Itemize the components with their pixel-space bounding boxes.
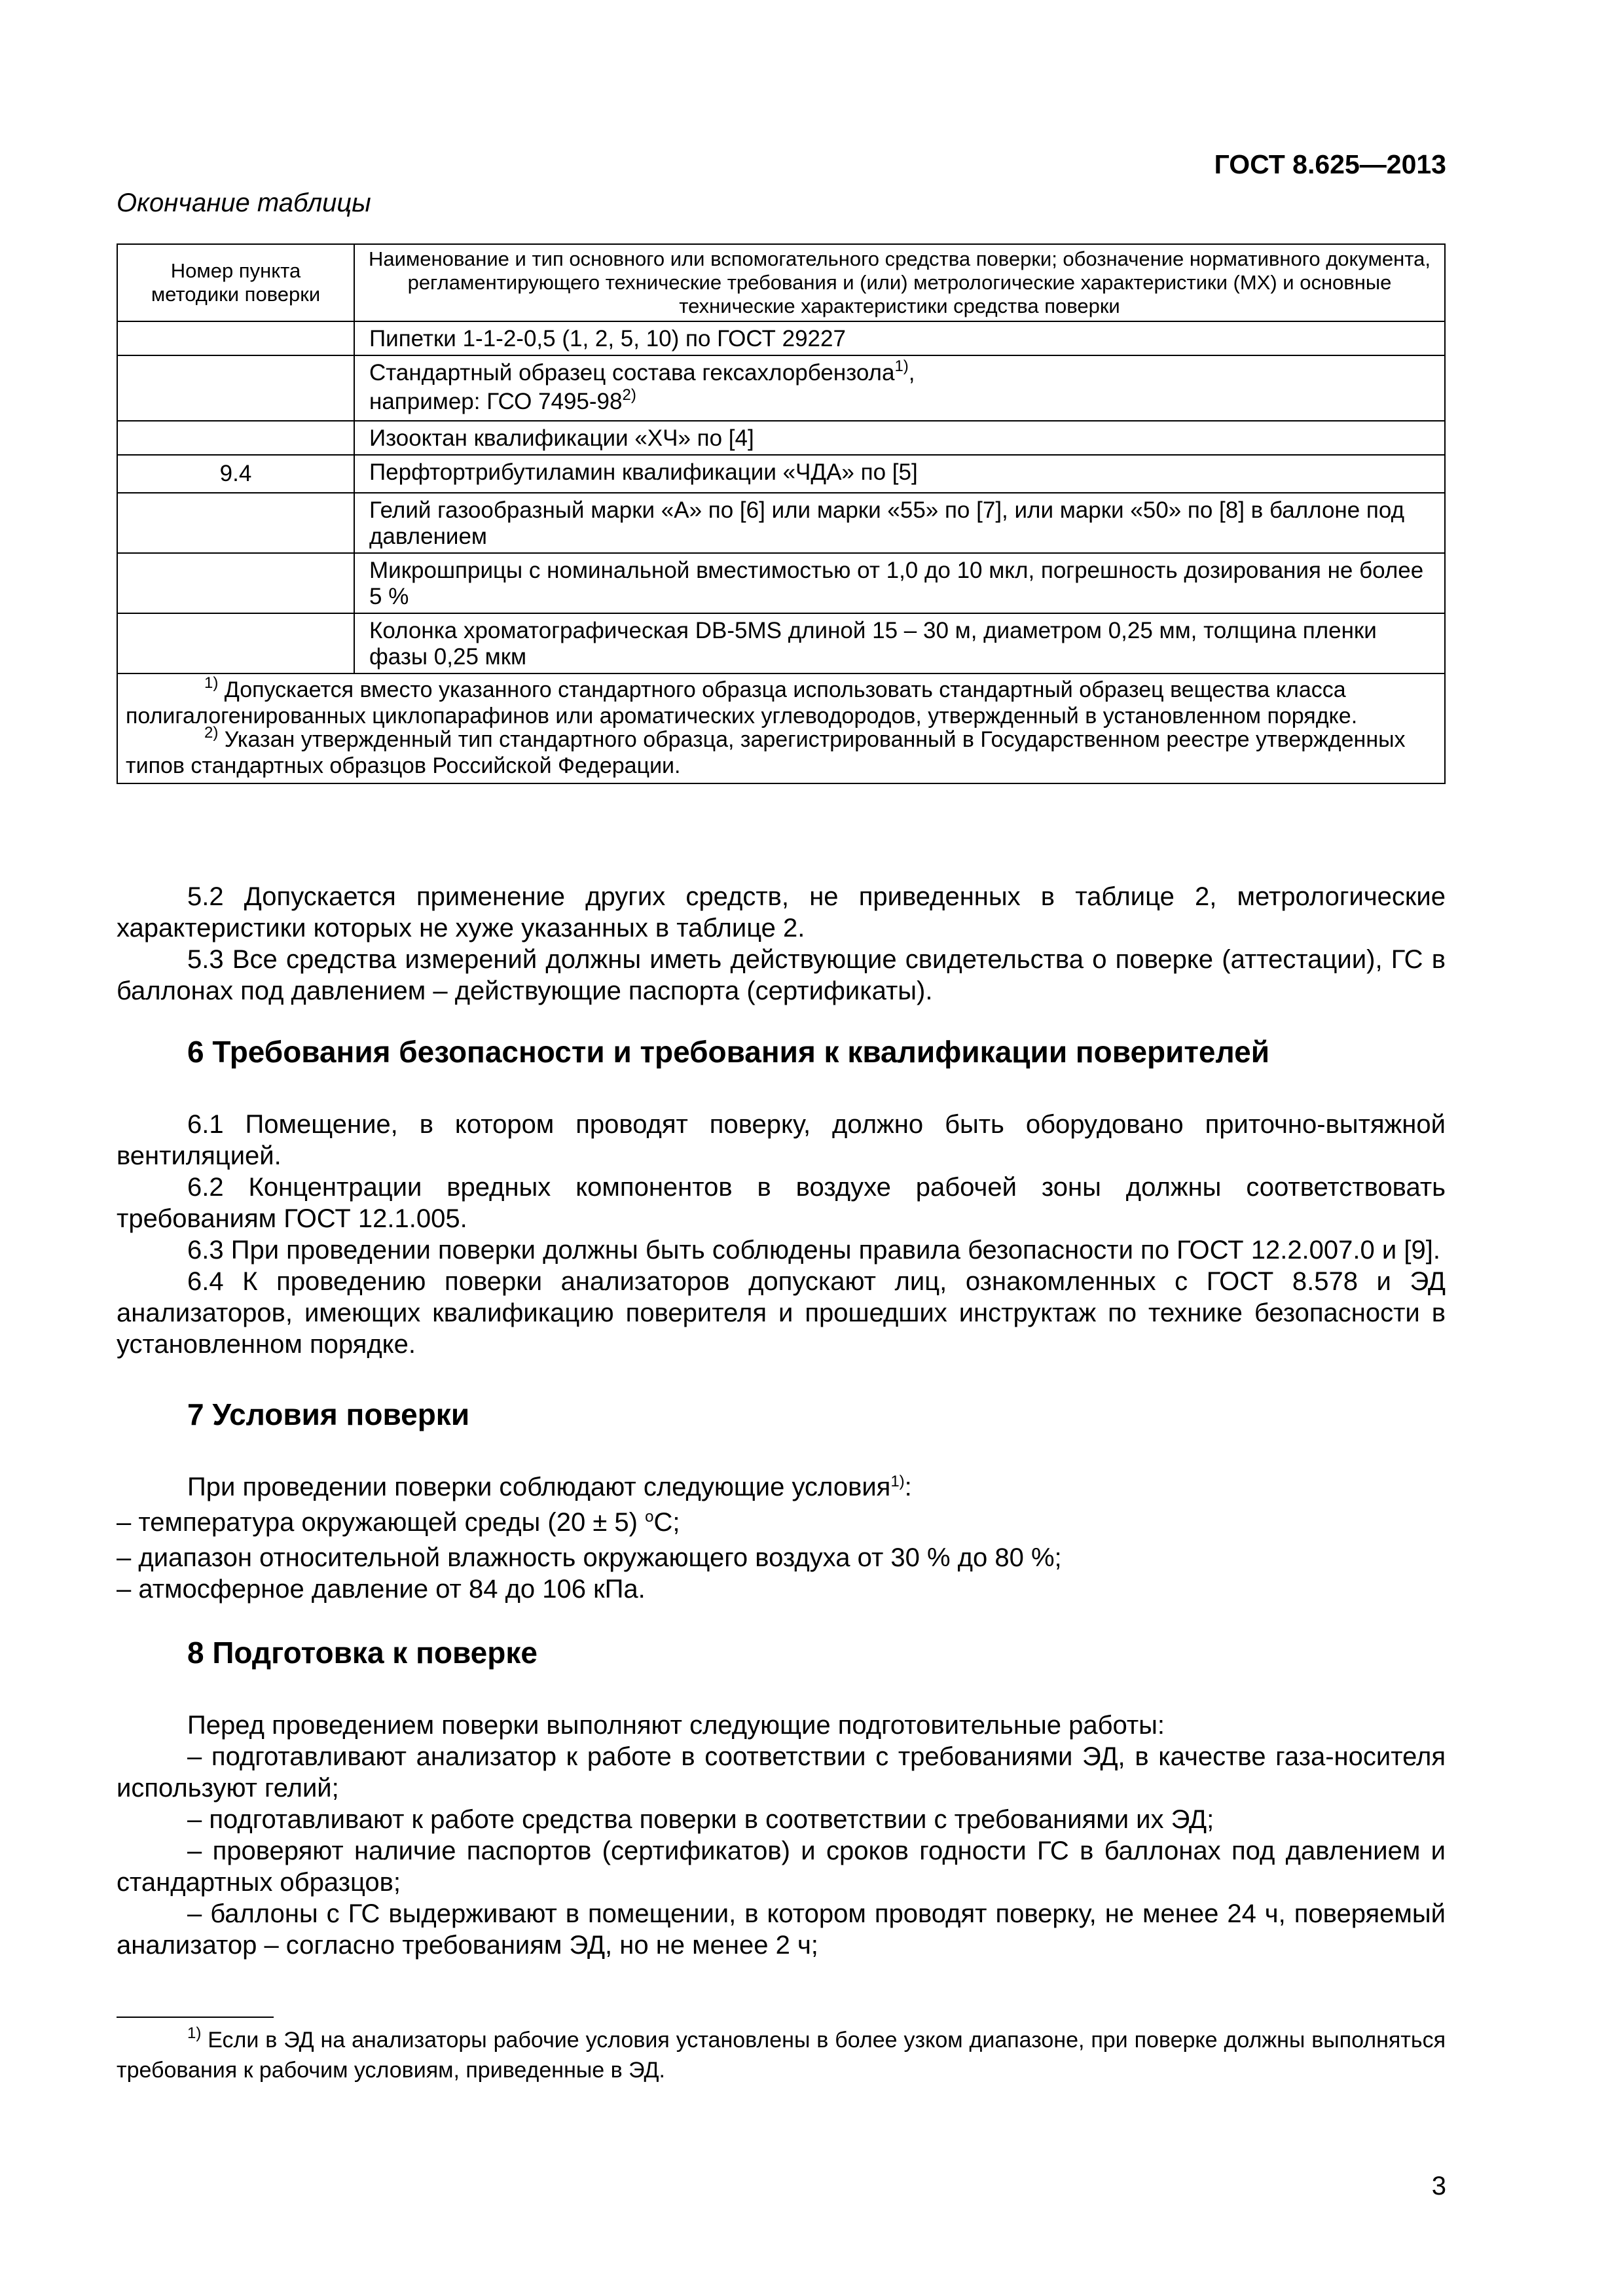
- degree-marker: o: [645, 1508, 654, 1526]
- section-5-text: [117, 881, 1446, 1007]
- description-text: Стандартный образец состава гексахлорбензола: [369, 360, 895, 386]
- table-cell-number: [117, 613, 354, 673]
- list-item: [117, 1507, 1446, 1542]
- verification-means-table: [117, 243, 1446, 784]
- section-heading: 7 Условия поверки: [187, 1397, 470, 1431]
- paragraph: [117, 1471, 1446, 1507]
- table-header-row: [117, 244, 1445, 321]
- table-cell-description: Микрошприцы с номинальной вместимостью от 1,0 до 10 мкл, погрешность дозирования не более 5 %: [354, 553, 1445, 613]
- table-note-text: Указан утвержденный тип стандартного образца, зарегистрированный в Государственном реестре утвержденных типов стандартных образцов Российской Федерации.: [126, 727, 1406, 778]
- table-row: [117, 321, 1445, 355]
- description-text: например: ГСО 7495-98: [369, 389, 623, 414]
- list-item: – подготавливают к работе средства поверки в соответствии с требованиями их ЭД;: [187, 1805, 1214, 1834]
- list-item: – подготавливают анализатор к работе в соответствии с требованиями ЭД, в качестве газа-носителя используют гелий;: [117, 1742, 1446, 1803]
- page-number: 3: [1431, 2172, 1446, 2200]
- footnote-marker: 2): [204, 724, 219, 742]
- paragraph: 5.3 Все средства измерений должны иметь действующие свидетельства о поверке (аттестации), ГС в баллонах под давлением – действующие паспорта (сертификаты).: [117, 945, 1446, 1005]
- table-cell-number: [117, 355, 354, 421]
- paragraph: 6.4 К проведению поверки анализаторов допускают лиц, ознакомленных с ГОСТ 8.578 и ЭД анализаторов, имеющих квалификацию поверителя и прошедших инструктаж по технике безопасности в установленном порядке.: [117, 1267, 1446, 1359]
- footnote-text: Если в ЭД на анализаторы рабочие условия установлены в более узком диапазоне, при поверке должны выполняться требования к рабочим условиям, приведенные в ЭД.: [117, 2028, 1446, 2083]
- table-note: [126, 724, 1436, 778]
- document-id: ГОСТ 8.625—2013: [1214, 149, 1446, 179]
- table-cell-description: [354, 355, 1445, 421]
- footnote-marker: 1): [890, 1473, 905, 1490]
- paragraph: 6.2 Концентрации вредных компонентов в воздухе рабочей зоны должны соответствовать требованиям ГОСТ 12.1.005.: [117, 1173, 1446, 1233]
- table-cell-number: [117, 493, 354, 553]
- list-item: – атмосферное давление от 84 до 106 кПа.: [117, 1575, 646, 1604]
- paragraph: Перед проведением поверки выполняют следующие подготовительные работы:: [187, 1711, 1165, 1740]
- paragraph: 5.2 Допускается применение других средств, не приведенных в таблице 2, метрологические характеристики которых не хуже указанных в таблице 2.: [117, 882, 1446, 942]
- paragraph-text: :: [904, 1473, 912, 1501]
- page-footnote: [117, 2026, 1446, 2084]
- table-row: [117, 493, 1445, 553]
- section-heading: 8 Подготовка к поверке: [187, 1636, 538, 1670]
- table-cell-number: [117, 421, 354, 455]
- footnote-marker: 1): [204, 674, 219, 692]
- table-note: [126, 674, 1436, 728]
- table-cell-number: 9.4: [117, 455, 354, 493]
- table-cell-description: Перфтортрибутиламин квалификации «ЧДА» по [5]: [354, 455, 1445, 493]
- section-8-text: [117, 1710, 1446, 1961]
- table-cell-description: Изооктан квалификации «ХЧ» по [4]: [354, 421, 1445, 455]
- list-item-text: – температура окружающей среды (20 ± 5): [117, 1508, 646, 1537]
- description-text: ,: [908, 360, 915, 386]
- table-header-description: Наименование и тип основного или вспомогательного средства поверки; обозначение нормативного документа, регламентирующего технические требования и (или) метрологические характеристики (МХ) и основные технические характеристики средства поверки: [354, 244, 1445, 321]
- table-row: [117, 355, 1445, 421]
- footnote-marker: 1): [894, 357, 909, 375]
- table-caption: Окончание таблицы: [117, 188, 371, 217]
- table-notes-row: [117, 673, 1445, 783]
- table-row: [117, 613, 1445, 673]
- table-cell-number: [117, 321, 354, 355]
- paragraph: 6.1 Помещение, в котором проводят поверку, должно быть оборудовано приточно-вытяжной вентиляцией.: [117, 1110, 1446, 1170]
- footnote-marker: 2): [622, 386, 636, 404]
- list-item: – проверяют наличие паспортов (сертификатов) и сроков годности ГС в баллонах под давлением и стандартных образцов;: [117, 1837, 1446, 1897]
- footnote-separator: [117, 2017, 274, 2018]
- list-item-text: С;: [653, 1508, 680, 1537]
- table-row: [117, 553, 1445, 613]
- table-cell-description: Колонка хроматографическая DB-5MS длиной 15 – 30 м, диаметром 0,25 мм, толщина пленки фазы 0,25 мкм: [354, 613, 1445, 673]
- list-item: – баллоны с ГС выдерживают в помещении, в котором проводят поверку, не менее 24 ч, поверяемый анализатор – согласно требованиям ЭД, но не менее 2 ч;: [117, 1899, 1446, 1960]
- section-6-text: [117, 1109, 1446, 1360]
- footnote-marker: 1): [187, 2024, 202, 2042]
- table-cell-number: [117, 553, 354, 613]
- paragraph: 6.3 При проведении поверки должны быть соблюдены правила безопасности по ГОСТ 12.2.007.0 и [9].: [187, 1236, 1440, 1265]
- section-7-text: [117, 1471, 1446, 1605]
- table-notes: [117, 673, 1445, 783]
- table-row: [117, 455, 1445, 493]
- table-cell-description: Пипетки 1-1-2-0,5 (1, 2, 5, 10) по ГОСТ 29227: [354, 321, 1445, 355]
- section-heading: 6 Требования безопасности и требования к квалификации поверителей: [187, 1035, 1269, 1069]
- table-note-text: Допускается вместо указанного стандартного образца использовать стандартный образец вещества класса полигалогенированных циклопарафинов или ароматических углеводородов, утвержденный в установленном порядке.: [126, 677, 1358, 728]
- table-cell-description: Гелий газообразный марки «А» по [6] или марки «55» по [7], или марки «50» по [8] в баллоне под давлением: [354, 493, 1445, 553]
- table-header-number: Номер пункта методики поверки: [117, 244, 354, 321]
- paragraph-text: При проведении поверки соблюдают следующие условия: [187, 1473, 891, 1501]
- list-item: – диапазон относительной влажность окружающего воздуха от 30 % до 80 %;: [117, 1543, 1062, 1572]
- table-row: [117, 421, 1445, 455]
